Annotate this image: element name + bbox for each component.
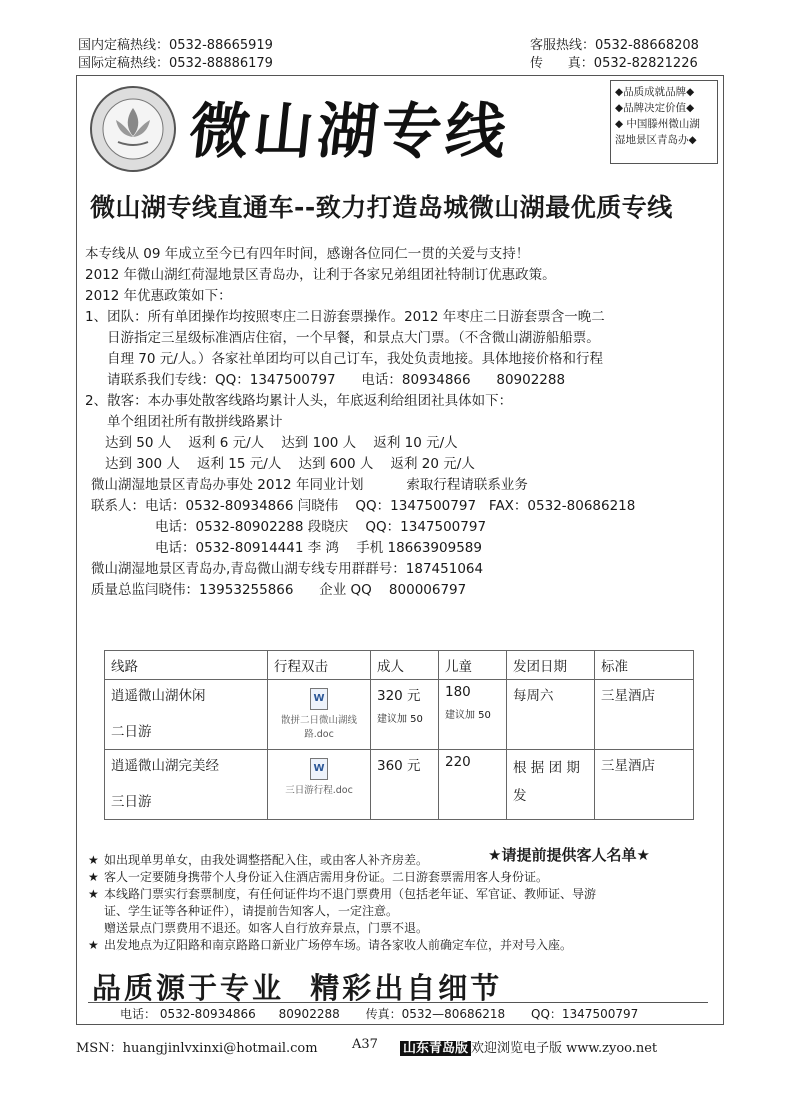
star-icon: ★ [88, 853, 99, 867]
notice-item: ★ 如出现单男单女，由我处调整搭配入住，或由客人补齐房差。 [88, 853, 429, 867]
route-name: 逍遥微山湖休闲 [111, 688, 206, 704]
body-line: 自理 70 元/人。）各家社单团均可以自己订车，我处负责地接。具体地接价格和行程 [107, 351, 604, 367]
brand-tag: ◆品牌决定价值◆ [615, 102, 695, 114]
table-header: 行程双击 [268, 651, 371, 680]
adult-price: 360 元 [377, 758, 421, 774]
contact-bar [120, 1005, 660, 1022]
table-header: 线路 [105, 651, 268, 680]
body-line: 1、团队：所有单团操作均按照枣庄二日游套票操作。2012 年枣庄二日游套票含一晚二 [85, 309, 605, 325]
body-line: 达到 50 人 返利 6 元/人 达到 100 人 返利 10 元/人 [105, 435, 458, 451]
body-line: 微山湖湿地景区青岛办事处 2012 年同业计划 索取行程请联系业务 [91, 477, 528, 493]
child-price-cell [439, 750, 507, 820]
body-line: 电话：0532-80902288 段晓庆 QQ：1347500797 [155, 519, 487, 535]
page-number: A37 [352, 1037, 378, 1052]
page-subtitle: 微山湖专线直通车--致力打造岛城微山湖最优质专线 [90, 193, 673, 222]
star-icon: ★ [88, 870, 99, 884]
lotus-logo-icon [88, 84, 178, 174]
contact-phone: 电话： 0532-80934866 80902288 [120, 1007, 340, 1021]
adult-price: 320 元 [377, 688, 421, 704]
body-line: 电话：0532-80914441 李 鸿 手机 18663909589 [155, 540, 482, 556]
adult-price-cell [371, 750, 439, 820]
route-table [104, 650, 694, 820]
notice-item: 赠送景点门票费用不退还。如客人自行放弃景点，门票不退。 [104, 921, 429, 935]
edition-badge: 山东青岛版 [400, 1041, 471, 1056]
child-price: 220 [445, 754, 471, 770]
notice-list [88, 852, 718, 954]
domestic-hotline: 国内定稿热线：0532-88665919 [78, 38, 273, 53]
hotel-standard: 三星酒店 [595, 750, 694, 820]
star-icon: ★ [88, 887, 99, 901]
contact-qq: QQ：1347500797 [531, 1007, 639, 1021]
child-price: 180 [445, 684, 471, 700]
slogan: 品质源于专业 精彩出自细节 [92, 971, 503, 1005]
body-line: 质量总监闫晓伟：13953255866 企业 QQ 800006797 [91, 582, 467, 598]
notice-item: ★ 客人一定要随身携带个人身份证入住酒店需用身份证。二日游套票需用客人身份证。 [88, 870, 549, 884]
table-row [105, 750, 694, 820]
itinerary-doc-cell[interactable] [268, 750, 371, 820]
body-line: 2、散客：本办事处散客线路均累计人头，年底返利给组团社具体如下： [85, 393, 513, 409]
departure-date: 根 据 团 期 发 [507, 750, 595, 820]
route-name: 逍遥微山湖完美经 [111, 758, 219, 774]
adult-price-cell [371, 680, 439, 750]
itinerary-doc-cell[interactable] [268, 680, 371, 750]
table-header-row [105, 651, 694, 680]
table-header: 儿童 [439, 651, 507, 680]
body-line: 单个组团社所有散拼线路累计 [107, 414, 283, 430]
doc-filename[interactable]: 散拼二日微山湖线路.doc [280, 715, 357, 740]
service-hotline: 客服热线：0532-88668208 [530, 38, 699, 53]
child-note: 建议加 50 [445, 710, 491, 721]
body-line: 2012 年微山湖红荷湿地景区青岛办，让利于各家兄弟组团社特制订优惠政策。 [85, 267, 556, 283]
notice-item: 证、学生证等各种证件），请提前告知客人，一定注意。 [104, 904, 399, 918]
brand-tag: ◆ 中国滕州微山湖 [615, 118, 700, 130]
msn-address[interactable]: MSN：huangjinlvxinxi@hotmail.com [76, 1041, 318, 1056]
route-cell [105, 680, 268, 750]
body-line: 请联系我们专线：QQ：1347500797 电话：80934866 80902288 [107, 372, 566, 388]
hotel-standard: 三星酒店 [595, 680, 694, 750]
brand-title: 微山湖专线 [185, 97, 514, 167]
adult-note: 建议加 50 [377, 714, 423, 725]
body-line: 达到 300 人 返利 15 元/人 达到 600 人 返利 20 元/人 [105, 456, 475, 472]
body-line: 日游指定三星级标准酒店住宿，一个早餐，和景点大门票。（不含微山湖游船船票。 [107, 330, 600, 346]
policy-body [85, 244, 715, 601]
page-footer [76, 1037, 724, 1056]
contact-fax: 传真：0532—80686218 [365, 1007, 506, 1021]
body-line: 微山湖湿地景区青岛办,青岛微山湖专线专用群群号：187451064 [91, 561, 484, 577]
fax-line: 传 真：0532-82821226 [530, 56, 698, 71]
departure-date: 每周六 [507, 680, 595, 750]
guest-list-callout: ★请提前提供客人名单★ [488, 846, 650, 864]
table-header: 标准 [595, 651, 694, 680]
brand-tags [610, 80, 718, 164]
intl-hotline: 国际定稿热线：0532-88886179 [78, 56, 273, 71]
route-name: 二日游 [111, 724, 152, 740]
brand-tag: 湿地景区青岛办◆ [615, 134, 697, 146]
table-row [105, 680, 694, 750]
body-line: 2012 年优惠政策如下： [85, 288, 232, 304]
child-price-cell [439, 680, 507, 750]
route-name: 三日游 [111, 794, 152, 810]
table-header: 发团日期 [507, 651, 595, 680]
doc-filename[interactable]: 三日游行程.doc [285, 785, 353, 796]
body-line: 本专线从 09 年成立至今已有四年时间，感谢各位同仁一贯的关爱与支持！ [85, 246, 530, 262]
star-icon: ★ [88, 938, 99, 952]
route-cell [105, 750, 268, 820]
notice-item: ★ 本线路门票实行套票制度，有任何证件均不退门票费用（包括老年证、军官证、教师证、导游 [88, 887, 597, 901]
brand-tag: ◆品质成就品牌◆ [615, 86, 695, 98]
word-doc-icon[interactable]: W [310, 688, 328, 710]
notice-item: ★ 出发地点为辽阳路和南京路路口新业广场停车场。请各家收人前确定车位，并对号入座。 [88, 938, 573, 952]
website-text[interactable]: 欢迎浏览电子版 www.zyoo.net [471, 1041, 658, 1056]
word-doc-icon[interactable]: W [310, 758, 328, 780]
body-line: 联系人：电话：0532-80934866 闫晓伟 QQ：1347500797 FAX：0532-80686218 [91, 498, 636, 514]
table-header: 成人 [371, 651, 439, 680]
slogan-divider [88, 1002, 708, 1003]
